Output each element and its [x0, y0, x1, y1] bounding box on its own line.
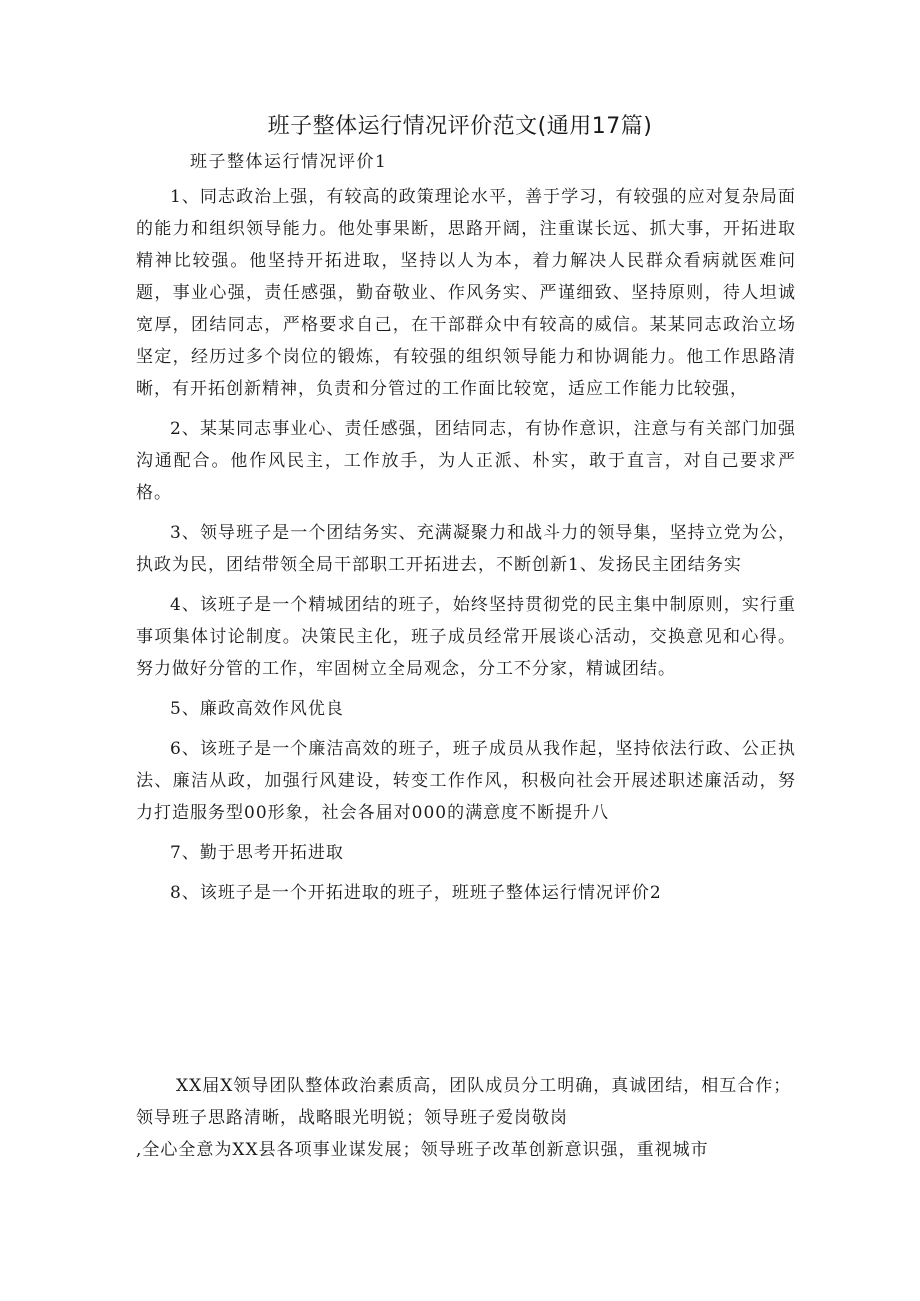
document-body: [136, 181, 796, 909]
continuation-line-1: XX届X领导团队整体政治素质高，团队成员分工明确，真诚团结，相互合作；领导班子思路清晰，战略眼光明锐；领导班子爱岗敬岗: [136, 1076, 792, 1128]
paragraph-1: 1、同志政治上强，有较高的政策理论水平，善于学习，有较强的应对复杂局面的能力和组织领导能力。他处事果断，思路开阔，注重谋长远、抓大事，开拓进取精神比较强。他坚持开拓进取，坚持以人为本，着力解决人民群众看病就医难问题，事业心强，责任感强，勤奋敬业、作风务实、严谨细致、坚持原则，待人坦诚宽厚，团结同志，严格要求自己，在干部群众中有较高的威信。某某同志政治立场坚定，经历过多个岗位的锻炼，有较强的组织领导能力和协调能力。他工作思路清晰，有开拓创新精神，负责和分管过的工作面比较宽，适应工作能力比较强，: [136, 187, 796, 399]
section-heading: 班子整体运行情况评价1: [190, 152, 388, 172]
paragraph-3: 3、领导班子是一个团结务实、充满凝聚力和战斗力的领导集，坚持立党为公，执政为民，团结带领全局干部职工开拓进去，不断创新1、发扬民主团结务实: [136, 523, 796, 575]
paragraph-4: 4、该班子是一个精城团结的班子，始终坚持贯彻党的民主集中制原则，实行重事项集体讨论制度。决策民主化，班子成员经常开展谈心活动，交换意见和心得。努力做好分管的工作，牢固树立全局观念，分工不分家，精诚团结。: [136, 595, 796, 679]
continuation-line-2: ,全心全意为XX县各项事业谋发展；领导班子改革创新意识强，重视城市: [136, 1140, 709, 1160]
document-continuation: [136, 1070, 796, 1166]
paragraph-2: 2、某某同志事业心、责任感强，团结同志，有协作意识，注意与有关部门加强沟通配合。他作风民主，工作放手，为人正派、朴实，敢于直言，对自己要求严格。: [136, 419, 796, 503]
paragraph-7: 7、勤于思考开拓进取: [170, 843, 344, 863]
document-title: 班子整体运行情况评价范文(通用17篇): [267, 114, 653, 139]
paragraph-5: 5、廉政高效作风优良: [170, 699, 344, 719]
paragraph-6: 6、该班子是一个廉洁高效的班子，班子成员从我作起，坚持依法行政、公正执法、廉洁从政，加强行风建设，转变工作作风，积极向社会开展述职述廉活动，努力打造服务型00形象，社会各届对000的满意度不断提升八: [136, 739, 796, 823]
paragraph-8: 8、该班子是一个开拓进取的班子，班班子整体运行情况评价2: [170, 883, 662, 903]
